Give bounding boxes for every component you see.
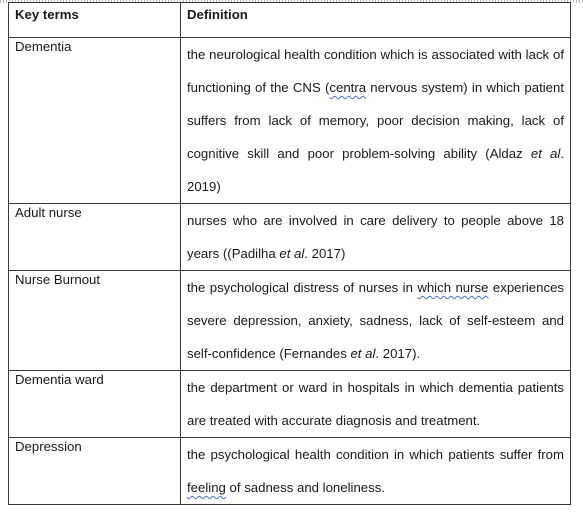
definition-text-part: . 2017). [375, 346, 421, 361]
definition-text-part: of sadness and loneliness. [225, 480, 385, 495]
definition-cell [181, 204, 571, 271]
term-cell: Depression [9, 438, 181, 505]
definition-cell [181, 38, 571, 204]
spellcheck-flag: feeling [187, 480, 226, 495]
term-cell: Dementia [9, 38, 181, 204]
table-row [9, 438, 571, 505]
term-cell: Adult nurse [9, 204, 181, 271]
table-header-row [9, 3, 571, 38]
definition-text-part: the psychological health condition in which patients suffer from [187, 447, 564, 462]
definition-text-part: . 2019) [187, 146, 564, 194]
definition-cell [181, 271, 571, 371]
table-row [9, 204, 571, 271]
key-terms-table [8, 2, 571, 505]
et-al-italic: et al [279, 246, 305, 261]
spellcheck-flag: which nurse [417, 280, 489, 295]
et-al-italic: et al [530, 146, 561, 161]
definition-text-part: nurses who are involved in care delivery to people above 18 years ((Padilha [187, 213, 564, 261]
et-al-italic: et al [350, 346, 376, 361]
table-row [9, 38, 571, 204]
definition-text [187, 438, 564, 504]
definition-cell [181, 438, 571, 505]
definition-text [187, 38, 564, 203]
definition-text [187, 271, 564, 370]
term-cell: Nurse Burnout [9, 271, 181, 371]
header-definition: Definition [181, 3, 571, 38]
table-row [9, 371, 571, 438]
definition-text-part: the neurological health condition which is associated with lack of functioning of the CNS ( [187, 47, 564, 95]
definition-text [187, 204, 564, 270]
definition-text-part: . 2017) [304, 246, 346, 261]
term-cell: Dementia ward [9, 371, 181, 438]
header-key-terms: Key terms [9, 3, 181, 38]
definition-cell [181, 371, 571, 438]
definition-text: the department or ward in hospitals in which dementia patients are treated with accurate diagnosis and treatment. [187, 380, 564, 428]
definition-text-part: nervous system) in which patient suffers from lack of memory, poor decision making, lack of cognitive skill and poor problem-solving ability (Aldaz [187, 80, 564, 161]
definition-text-part: the psychological distress of nurses in [187, 280, 418, 295]
definition-text-part: experiences severe depression, anxiety, sadness, lack of self-esteem and self-confidence (Fernandes [187, 280, 565, 361]
spellcheck-flag: centra [329, 80, 367, 95]
table-row [9, 271, 571, 371]
